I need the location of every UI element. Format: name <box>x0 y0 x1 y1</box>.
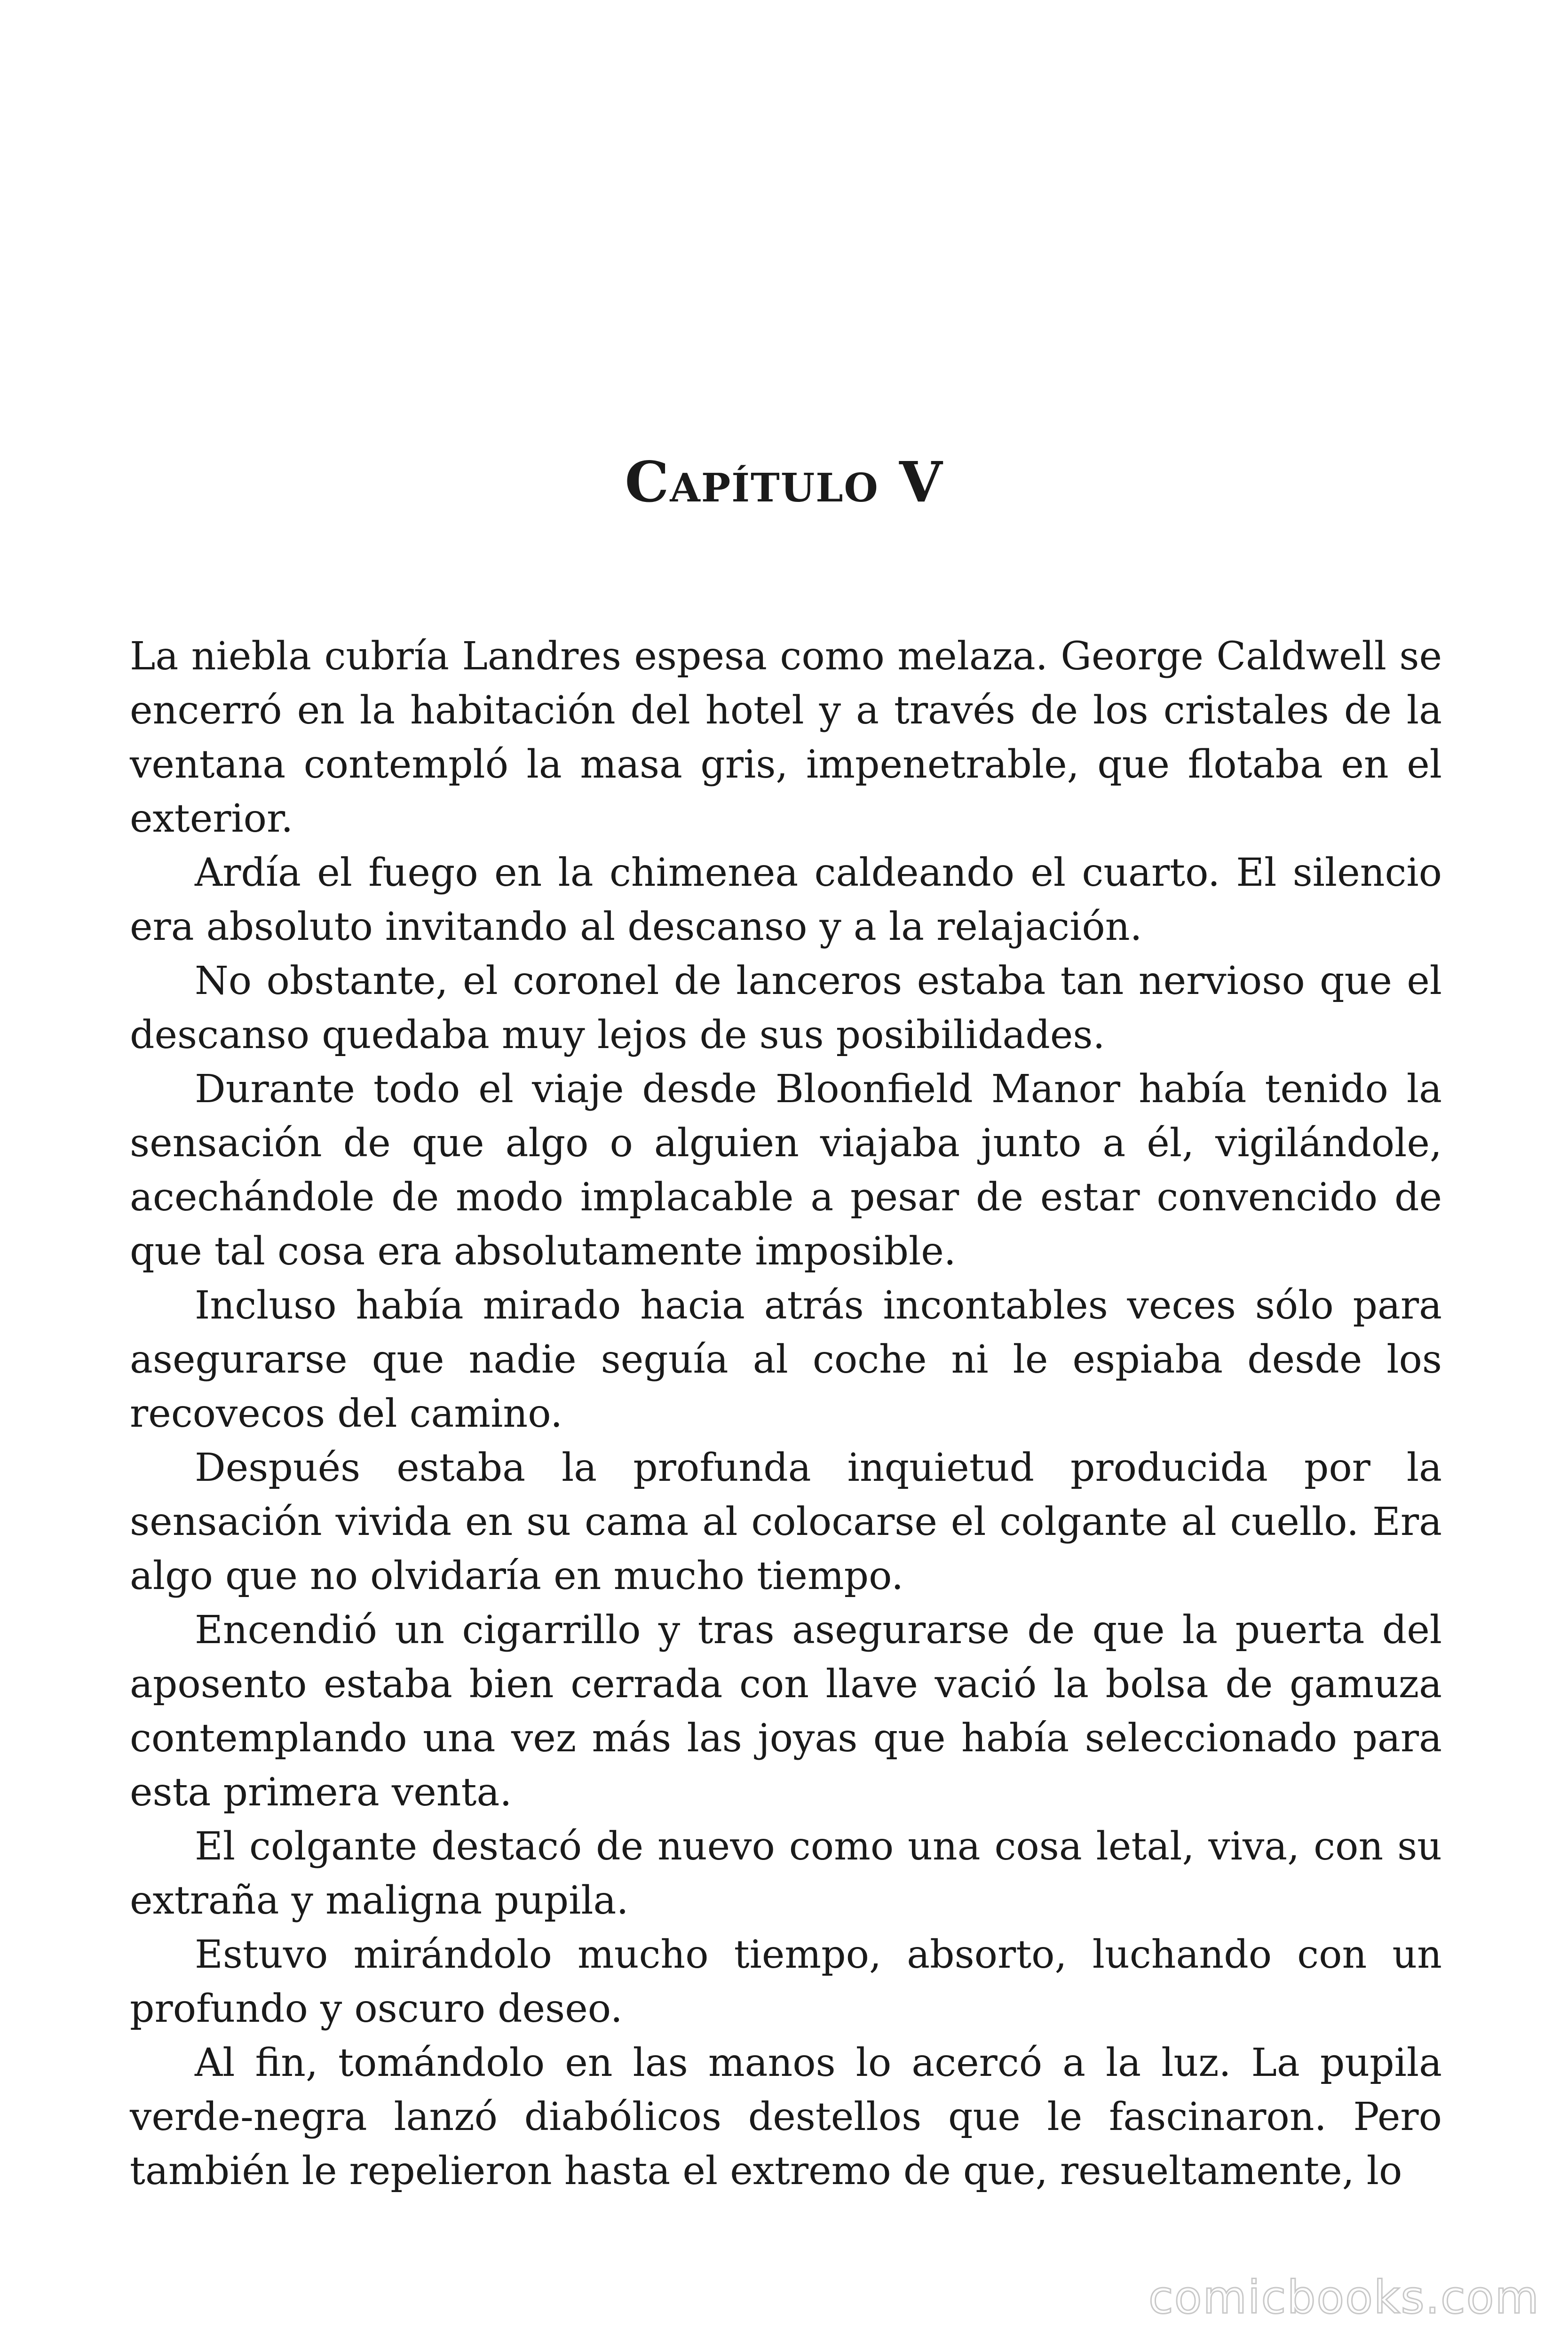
paragraph: Encendió un cigarrillo y tras asegurarse de que la puerta del aposento estaba bien cerrada con llave vació la bolsa de gamuza contemplando una vez más las joyas que había seleccionado para esta primera venta. <box>130 1608 1442 1815</box>
paragraph: El colgante destacó de nuevo como una cosa letal, viva, con su extraña y maligna pupila. <box>130 1824 1442 1923</box>
paragraph: La niebla cubría Landres espesa como melaza. George Caldwell se encerró en la habitación del hotel y a través de los cristales de la ventana contempló la masa gris, impenetrable, que flotaba en el exterior. <box>130 634 1442 841</box>
paragraph: Estuvo mirándolo mucho tiempo, absorto, luchando con un profundo y oscuro deseo. <box>130 1932 1442 2031</box>
paragraph: No obstante, el coronel de lanceros estaba tan nervioso que el descanso quedaba muy lejos de sus posibilidades. <box>130 959 1442 1057</box>
chapter-title: Capítulo V <box>625 449 943 515</box>
paragraph: Ardía el fuego en la chimenea caldeando el cuarto. El silencio era absoluto invitando al descanso y a la relajación. <box>130 850 1442 949</box>
watermark: comicbooks.com <box>1148 2271 1540 2324</box>
paragraph: Durante todo el viaje desde Bloonfield Manor había tenido la sensación de que algo o alguien viajaba junto a él, vigilándole, acechándole de modo implacable a pesar de estar convencido de que tal cosa era absolutamente imposible. <box>130 1067 1442 1274</box>
paragraph: Al fin, tomándolo en las manos lo acercó a la luz. La pupila verde-negra lanzó diabólicos destellos que le fascinaron. Pero también le repelieron hasta el extremo de que, resueltamente, lo <box>130 2041 1442 2193</box>
paragraph: Después estaba la profunda inquietud producida por la sensación vivida en su cama al colocarse el colgante al cuello. Era algo que no olvidaría en mucho tiempo. <box>130 1446 1442 1598</box>
chapter-body <box>130 629 1442 2198</box>
paragraph: Incluso había mirado hacia atrás incontables veces sólo para asegurarse que nadie seguía al coche ni le espiaba desde los recovecos del camino. <box>130 1283 1442 1436</box>
